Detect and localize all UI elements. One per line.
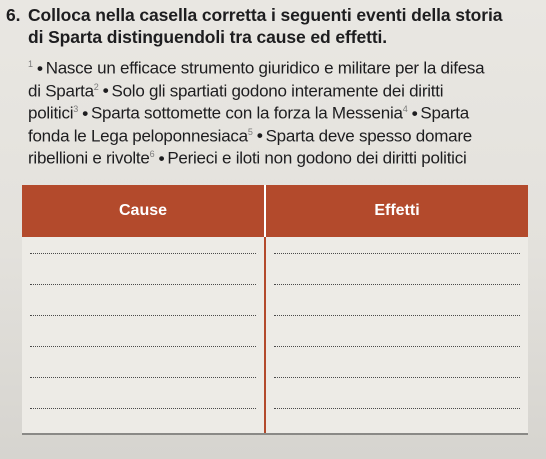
exercise-number: 6.	[6, 5, 21, 25]
cause-answer-line-4[interactable]	[30, 346, 256, 347]
exercise-title-text-1: Colloca nella casella corretta i seguenti eventi della storia	[28, 5, 503, 25]
item-mark-4: 4	[402, 104, 408, 114]
events-line-1	[28, 53, 546, 76]
event-2-part-2: politici	[28, 103, 74, 123]
item-mark-3: 3	[73, 104, 79, 114]
effect-answer-line-4[interactable]	[274, 346, 520, 347]
bullet-icon: •	[158, 148, 165, 168]
event-4-part-1: Sparta	[420, 103, 469, 123]
event-4-part-2: fonda le Lega peloponnesiaca	[28, 126, 248, 146]
bullet-icon: •	[256, 126, 263, 146]
event-1-part-2: di Sparta	[28, 81, 94, 101]
exercise-title-line-2: di Sparta distinguendoli tra cause ed effetti.	[28, 27, 388, 47]
effect-column	[266, 237, 528, 435]
exercise-title-line-1	[6, 4, 546, 26]
events-line-5	[28, 143, 546, 166]
effect-answer-line-3[interactable]	[274, 315, 520, 316]
effect-answer-line-5[interactable]	[274, 377, 520, 378]
bullet-icon: •	[102, 81, 109, 101]
event-1-part-1: Nasce un efficace strumento giuridico e militare per la difesa	[45, 58, 485, 78]
events-line-3	[28, 98, 546, 121]
item-mark-1: 1	[28, 59, 33, 69]
bullet-icon: •	[37, 58, 43, 78]
item-mark-2: 2	[93, 81, 99, 92]
effect-answer-line-6[interactable]	[274, 408, 520, 409]
event-3: Sparta sottomette con la forza la Messenia	[90, 103, 403, 123]
events-list	[6, 53, 546, 166]
effect-answer-line-2[interactable]	[274, 284, 520, 285]
event-5-part-2: ribellioni e rivolte	[28, 148, 150, 168]
item-mark-6: 6	[149, 149, 155, 159]
bullet-icon: •	[82, 103, 88, 123]
cause-answer-line-5[interactable]	[30, 377, 256, 378]
exercise-6	[6, 4, 546, 166]
cause-answer-line-6[interactable]	[30, 408, 256, 409]
table-body	[22, 237, 528, 435]
events-line-2	[28, 76, 546, 99]
cause-answer-line-2[interactable]	[30, 284, 256, 285]
header-effect: Effetti	[374, 202, 420, 219]
item-mark-5: 5	[247, 126, 253, 137]
cause-answer-line-1[interactable]	[30, 253, 256, 254]
header-cause: Cause	[22, 185, 266, 237]
event-2-part-1: Solo gli spartiati godono interamente dei diritti	[111, 81, 444, 101]
table-bottom-rule	[22, 433, 528, 435]
event-6: Perieci e iloti non godono dei diritti politici	[167, 148, 467, 168]
cause-answer-line-3[interactable]	[30, 315, 256, 316]
effect-answer-line-1[interactable]	[274, 253, 520, 254]
events-line-4	[28, 121, 546, 144]
cause-effect-table	[22, 185, 528, 435]
table-header-row	[22, 185, 528, 237]
cause-column	[22, 237, 266, 435]
bullet-icon: •	[411, 103, 418, 123]
event-5-part-1: Sparta deve spesso domare	[265, 126, 472, 146]
